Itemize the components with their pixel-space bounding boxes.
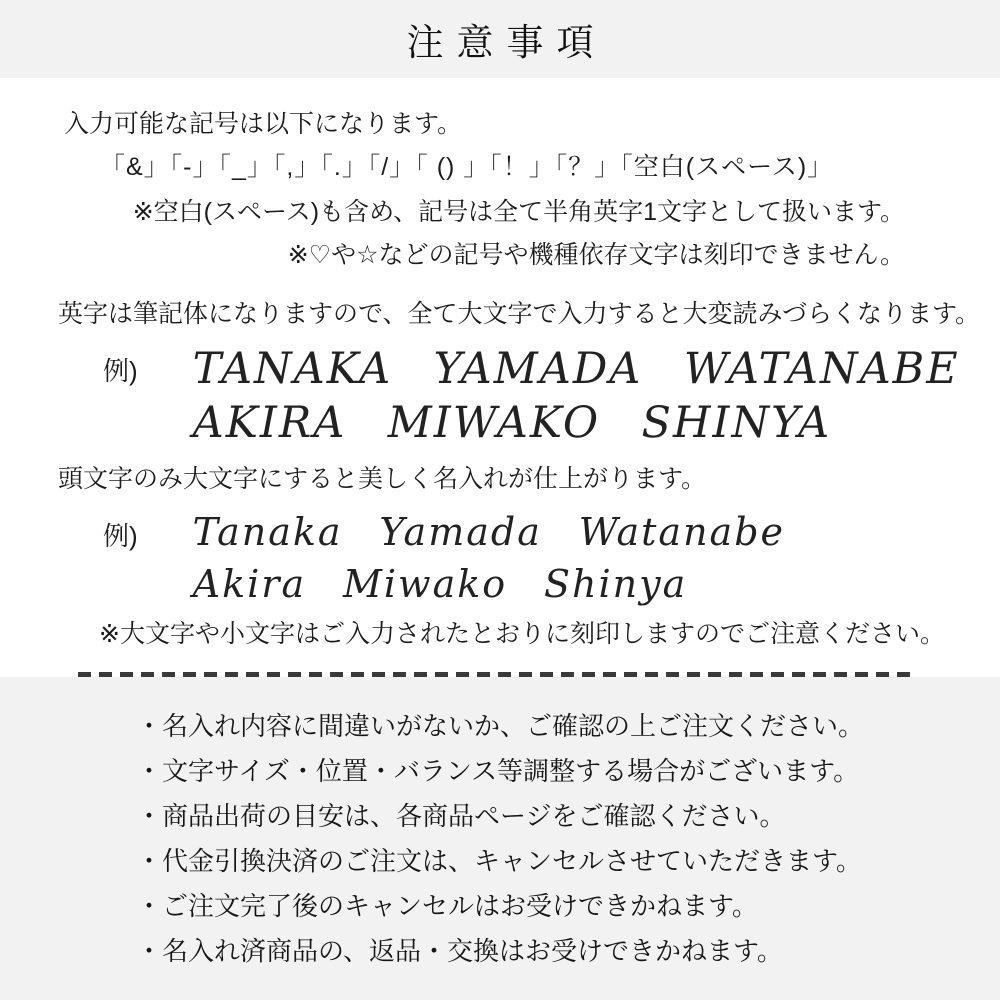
- uppercase-example-row-1: [103, 341, 1000, 397]
- order-note-item: [136, 936, 1000, 966]
- order-note-item: [136, 891, 1000, 921]
- order-note-text: 名入れ内容に間違いがないか、ご確認の上ご注文ください。: [162, 711, 865, 741]
- halfwidth-note: ※空白(スペース)も含め、記号は全て半角英字1文字として扱います。: [132, 198, 905, 226]
- order-note-text: 商品出荷の目安は、各商品ページをご確認ください。: [162, 801, 786, 831]
- order-notes-section: [0, 677, 1000, 1000]
- forbidden-symbols-note: ※♡や☆などの記号や機種依存文字は刻印できません。: [287, 241, 905, 269]
- uppercase-example-names-2: AKIRA MIWAKO SHINYA: [192, 398, 832, 448]
- capitalized-example-names-2: Akira Miwako Shinya: [192, 562, 688, 606]
- capitalized-advice: 頭文字のみ大文字にすると美しく名入れが仕上がります。: [58, 465, 707, 493]
- allowed-symbols-list: 「&」「-」「_」「,」「.」「/」「 () 」「！」「？」「空白(スペース)」: [100, 153, 834, 181]
- example-label: 例): [103, 521, 138, 551]
- engraving-rules-section: [0, 78, 1000, 677]
- uppercase-warning: 英字は筆記体になりますので、全て大文字で入力すると大変読みづらくなります。: [58, 300, 981, 328]
- order-note-item: [136, 846, 1000, 876]
- uppercase-example-row-2: [103, 397, 1000, 449]
- order-note-text: ご注文完了後のキャンセルはお受けできかねます。: [162, 891, 758, 921]
- order-note-text: 名入れ済商品の、返品・交換はお受けできかねます。: [162, 936, 783, 966]
- capitalized-example-row-1: [103, 506, 1000, 558]
- order-note-item: [136, 711, 1000, 741]
- header-band: [0, 0, 1000, 78]
- bullet-dot: ・: [136, 756, 163, 786]
- bullet-dot: ・: [136, 801, 163, 831]
- bullet-dot: ・: [136, 936, 163, 966]
- bullet-dot: ・: [136, 711, 163, 741]
- order-note-item: [136, 801, 1000, 831]
- order-note-item: [136, 756, 1000, 786]
- capitalized-example-names-1: Tanaka Yamada Watanabe: [192, 510, 786, 554]
- bullet-dot: ・: [136, 846, 163, 876]
- page-title: 注意事項: [406, 22, 607, 63]
- bullet-dot: ・: [136, 891, 163, 921]
- uppercase-example-names-1: TANAKA YAMADA WATANABE: [192, 344, 960, 394]
- example-label: 例): [103, 356, 138, 386]
- order-note-text: 文字サイズ・位置・バランス等調整する場合がございます。: [162, 756, 860, 786]
- capitalized-example-row-2: [103, 558, 1000, 610]
- case-sensitivity-note: ※大文字や小文字はご入力されたとおりに刻印しますのでご注意ください。: [99, 620, 945, 648]
- symbols-intro: 入力可能な記号は以下になります。: [64, 110, 463, 138]
- order-note-text: 代金引換決済のご注文は、キャンセルさせていただきます。: [162, 846, 862, 876]
